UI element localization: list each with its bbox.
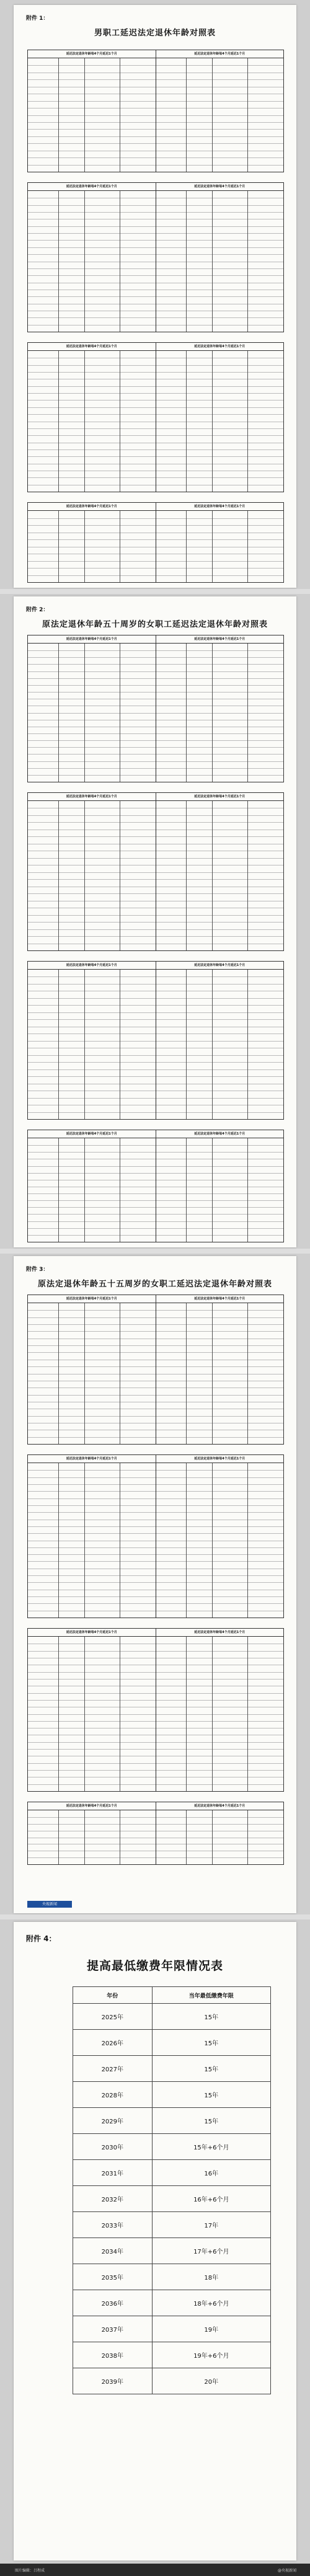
table-grid bbox=[28, 1463, 283, 1618]
column-rule bbox=[186, 58, 187, 172]
table-block bbox=[27, 792, 284, 951]
table-block bbox=[27, 50, 284, 172]
block-header-left: 延迟法定退休年龄每4个月延迟1个月 bbox=[66, 52, 117, 56]
column-rule bbox=[212, 351, 213, 492]
page-1-label: 附件 1： bbox=[26, 15, 49, 22]
page-1-title: 男职工延迟法定退休年龄对照表 bbox=[94, 29, 216, 38]
page-3-label: 附件 3： bbox=[26, 1267, 49, 1273]
column-rule bbox=[84, 1303, 85, 1444]
block-header-left: 延迟法定退休年龄每4个月延迟1个月 bbox=[66, 1804, 117, 1808]
footer-source: @央视新闻 bbox=[277, 2569, 296, 2573]
block-header bbox=[28, 343, 283, 351]
table-block bbox=[27, 1295, 284, 1445]
column-rule bbox=[212, 1637, 213, 1791]
column-rule bbox=[58, 1138, 59, 1242]
column-rule bbox=[247, 1637, 248, 1791]
column-rule bbox=[247, 511, 248, 582]
column-rule bbox=[84, 351, 85, 492]
block-header bbox=[28, 503, 283, 511]
column-rule bbox=[84, 58, 85, 172]
table-row bbox=[73, 2368, 271, 2394]
block-header-left: 延迟法定退休年龄每4个月延迟1个月 bbox=[66, 1132, 117, 1136]
column-rule bbox=[247, 191, 248, 332]
column-rule bbox=[186, 1463, 187, 1618]
table-block bbox=[27, 1130, 284, 1242]
table-block bbox=[27, 1802, 284, 1865]
footer-bar bbox=[0, 2564, 310, 2576]
cell-min-years: 15年 bbox=[152, 2030, 270, 2056]
block-header bbox=[28, 1130, 283, 1138]
column-rule bbox=[186, 1303, 187, 1444]
column-rule bbox=[186, 644, 187, 782]
block-header-right: 延迟法定退休年龄每4个月延迟1个月 bbox=[156, 1455, 284, 1463]
cell-min-years: 15年 bbox=[152, 2082, 270, 2108]
column-rule bbox=[84, 801, 85, 950]
block-header-left: 延迟法定退休年龄每4个月延迟1个月 bbox=[66, 1631, 117, 1634]
cell-min-years: 18年 bbox=[152, 2264, 270, 2290]
table-grid bbox=[28, 801, 283, 950]
page-gap bbox=[0, 1914, 310, 1919]
cell-year: 2033年 bbox=[73, 2212, 153, 2238]
block-header-left: 延迟法定退休年龄每4个月延迟1个月 bbox=[66, 963, 117, 967]
cell-min-years: 15年 bbox=[152, 2056, 270, 2082]
column-rule bbox=[58, 511, 59, 582]
column-rule bbox=[186, 970, 187, 1119]
page-1 bbox=[14, 5, 296, 588]
block-header bbox=[28, 1295, 283, 1303]
column-rule bbox=[58, 191, 59, 332]
column-rule bbox=[212, 1138, 213, 1242]
page-4-label: 附件 4： bbox=[26, 1934, 56, 1943]
cell-min-years: 16年+6个月 bbox=[152, 2186, 270, 2212]
cell-min-years: 19年 bbox=[152, 2316, 270, 2342]
cell-min-years: 20年 bbox=[152, 2368, 270, 2394]
column-rule bbox=[247, 351, 248, 492]
column-rule bbox=[186, 801, 187, 950]
cell-year: 2038年 bbox=[73, 2342, 153, 2368]
table-row bbox=[73, 2160, 271, 2186]
column-rule bbox=[212, 1303, 213, 1444]
block-header bbox=[28, 50, 283, 58]
table-row bbox=[73, 2290, 271, 2316]
footer-editor: 图片编辑：吕程成 bbox=[15, 2569, 45, 2573]
cell-year: 2039年 bbox=[73, 2368, 153, 2394]
cell-min-years: 15年+6个月 bbox=[152, 2134, 270, 2160]
column-rule bbox=[84, 1810, 85, 1864]
column-rule bbox=[186, 1138, 187, 1242]
column-rule bbox=[212, 58, 213, 172]
table-grid bbox=[28, 1810, 283, 1864]
page-gap bbox=[0, 589, 310, 594]
column-rule bbox=[247, 1303, 248, 1444]
cell-year: 2036年 bbox=[73, 2290, 153, 2316]
column-rule bbox=[247, 970, 248, 1119]
table-block bbox=[27, 961, 284, 1120]
cell-year: 2029年 bbox=[73, 2108, 153, 2134]
table-grid bbox=[28, 1138, 283, 1242]
column-rule bbox=[84, 1138, 85, 1242]
column-rule bbox=[212, 511, 213, 582]
block-header bbox=[28, 635, 283, 644]
column-rule bbox=[58, 801, 59, 950]
table-grid bbox=[28, 644, 283, 782]
table-grid bbox=[28, 511, 283, 582]
cell-min-years: 15年 bbox=[152, 2004, 270, 2030]
column-rule bbox=[84, 970, 85, 1119]
table-grid bbox=[28, 1637, 283, 1791]
cell-year: 2031年 bbox=[73, 2160, 153, 2186]
table-block bbox=[27, 182, 284, 332]
cell-min-years: 19年+6个月 bbox=[152, 2342, 270, 2368]
block-header-right: 延迟法定退休年龄每4个月延迟1个月 bbox=[156, 962, 284, 969]
block-header-right: 延迟法定退休年龄每4个月延迟1个月 bbox=[156, 503, 284, 510]
column-rule bbox=[186, 1810, 187, 1864]
contribution-body bbox=[73, 2004, 271, 2394]
cell-year: 2026年 bbox=[73, 2030, 153, 2056]
table-row bbox=[73, 2212, 271, 2238]
cell-min-years: 17年 bbox=[152, 2212, 270, 2238]
cell-min-years: 17年+6个月 bbox=[152, 2238, 270, 2264]
table-row bbox=[73, 2134, 271, 2160]
table-row bbox=[73, 2004, 271, 2030]
table-block bbox=[27, 1454, 284, 1618]
column-rule bbox=[247, 58, 248, 172]
block-header-left: 延迟法定退休年龄每4个月延迟1个月 bbox=[66, 1297, 117, 1301]
column-rule bbox=[84, 511, 85, 582]
header-year: 年份 bbox=[73, 1987, 153, 2004]
column-rule bbox=[58, 970, 59, 1119]
column-rule bbox=[84, 644, 85, 782]
block-header-left: 延迟法定退休年龄每4个月延迟1个月 bbox=[66, 1457, 117, 1461]
block-header bbox=[28, 962, 283, 970]
column-rule bbox=[58, 644, 59, 782]
table-header-row bbox=[73, 1987, 271, 2004]
block-header-left: 延迟法定退休年龄每4个月延迟1个月 bbox=[66, 345, 117, 348]
column-rule bbox=[58, 351, 59, 492]
block-header-right: 延迟法定退休年龄每4个月延迟1个月 bbox=[156, 1802, 284, 1810]
table-grid bbox=[28, 970, 283, 1119]
block-header-right: 延迟法定退休年龄每4个月延迟1个月 bbox=[156, 635, 284, 643]
table-row bbox=[73, 2238, 271, 2264]
cell-year: 2035年 bbox=[73, 2264, 153, 2290]
column-rule bbox=[247, 1138, 248, 1242]
column-rule bbox=[212, 644, 213, 782]
column-rule bbox=[212, 970, 213, 1119]
column-rule bbox=[84, 1463, 85, 1618]
table-block bbox=[27, 1628, 284, 1792]
block-header bbox=[28, 793, 283, 801]
block-header-left: 延迟法定退休年龄每4个月延迟1个月 bbox=[66, 637, 117, 641]
block-header-right: 延迟法定退休年龄每4个月延迟1个月 bbox=[156, 793, 284, 800]
block-header bbox=[28, 1629, 283, 1637]
cell-year: 2037年 bbox=[73, 2316, 153, 2342]
block-header bbox=[28, 1455, 283, 1463]
column-rule bbox=[247, 644, 248, 782]
column-rule bbox=[58, 1303, 59, 1444]
column-rule bbox=[186, 1637, 187, 1791]
cell-year: 2030年 bbox=[73, 2134, 153, 2160]
table-grid bbox=[28, 351, 283, 492]
page-4-title: 提高最低缴费年限情况表 bbox=[86, 1959, 223, 1973]
table-row bbox=[73, 2056, 271, 2082]
table-row bbox=[73, 2264, 271, 2290]
table-grid bbox=[28, 191, 283, 332]
column-rule bbox=[186, 351, 187, 492]
contribution-table bbox=[73, 1986, 271, 2394]
block-header-right: 延迟法定退休年龄每4个月延迟1个月 bbox=[156, 343, 284, 350]
column-rule bbox=[212, 1810, 213, 1864]
block-header bbox=[28, 1802, 283, 1810]
block-header-right: 延迟法定退休年龄每4个月延迟1个月 bbox=[156, 1295, 284, 1303]
block-header-left: 延迟法定退休年龄每4个月延迟1个月 bbox=[66, 185, 117, 188]
page-2-label: 附件 2： bbox=[26, 607, 49, 613]
page-3 bbox=[14, 1256, 296, 1913]
cell-year: 2028年 bbox=[73, 2082, 153, 2108]
block-header-left: 延迟法定退休年龄每4个月延迟1个月 bbox=[66, 795, 117, 799]
column-rule bbox=[58, 58, 59, 172]
column-rule bbox=[212, 1463, 213, 1618]
cctv-news-logo: 央视新闻 bbox=[27, 1901, 72, 1908]
cell-year: 2034年 bbox=[73, 2238, 153, 2264]
column-rule bbox=[186, 511, 187, 582]
table-row bbox=[73, 2342, 271, 2368]
cell-min-years: 18年+6个月 bbox=[152, 2290, 270, 2316]
table-grid bbox=[28, 1303, 283, 1444]
column-rule bbox=[84, 1637, 85, 1791]
cell-min-years: 15年 bbox=[152, 2108, 270, 2134]
column-rule bbox=[247, 801, 248, 950]
column-rule bbox=[186, 191, 187, 332]
page-3-title: 原法定退休年龄五十五周岁的女职工延迟法定退休年龄对照表 bbox=[37, 1280, 272, 1289]
cell-year: 2025年 bbox=[73, 2004, 153, 2030]
block-header-left: 延迟法定退休年龄每4个月延迟1个月 bbox=[66, 505, 117, 508]
page-4 bbox=[14, 1922, 296, 2561]
block-header-right: 延迟法定退休年龄每4个月延迟1个月 bbox=[156, 50, 284, 58]
column-rule bbox=[212, 801, 213, 950]
block-header-right: 延迟法定退休年龄每4个月延迟1个月 bbox=[156, 183, 284, 190]
block-header bbox=[28, 183, 283, 191]
table-row bbox=[73, 2082, 271, 2108]
block-header-right: 延迟法定退休年龄每4个月延迟1个月 bbox=[156, 1130, 284, 1138]
table-grid bbox=[28, 58, 283, 172]
table-block bbox=[27, 502, 284, 583]
page-gap bbox=[0, 1249, 310, 1254]
column-rule bbox=[58, 1637, 59, 1791]
column-rule bbox=[58, 1810, 59, 1864]
page-2-title: 原法定退休年龄五十周岁的女职工延迟法定退休年龄对照表 bbox=[42, 620, 268, 629]
block-header-right: 延迟法定退休年龄每4个月延迟1个月 bbox=[156, 1629, 284, 1636]
table-row bbox=[73, 2108, 271, 2134]
cell-year: 2027年 bbox=[73, 2056, 153, 2082]
column-rule bbox=[247, 1463, 248, 1618]
table-row bbox=[73, 2316, 271, 2342]
table-block bbox=[27, 635, 284, 782]
cell-min-years: 16年 bbox=[152, 2160, 270, 2186]
column-rule bbox=[247, 1810, 248, 1864]
header-min-years: 当年最低缴费年限 bbox=[152, 1987, 270, 2004]
page-2 bbox=[14, 596, 296, 1247]
table-row bbox=[73, 2030, 271, 2056]
table-row bbox=[73, 2186, 271, 2212]
column-rule bbox=[84, 191, 85, 332]
cell-year: 2032年 bbox=[73, 2186, 153, 2212]
column-rule bbox=[212, 191, 213, 332]
column-rule bbox=[58, 1463, 59, 1618]
table-block bbox=[27, 342, 284, 492]
